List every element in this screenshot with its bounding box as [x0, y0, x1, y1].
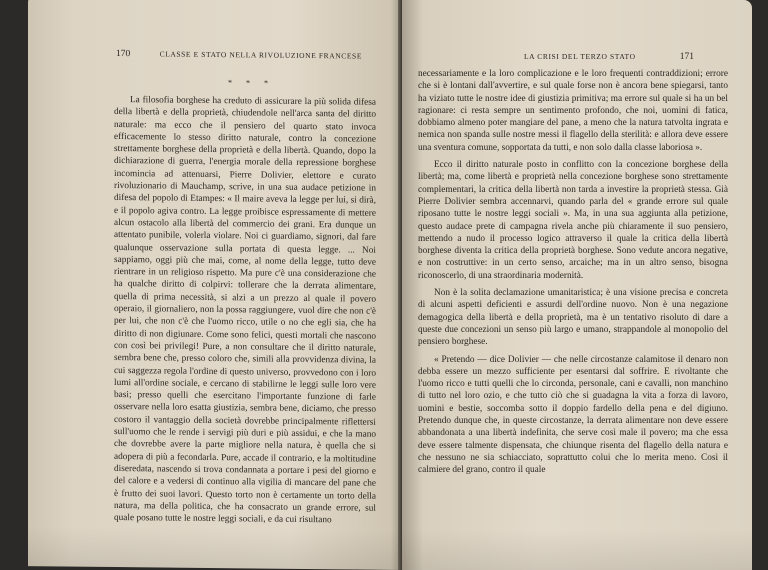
right-page: [402, 0, 752, 570]
left-running-head: CLASSE E STATO NELLA RIVOLUZIONE FRANCESE: [159, 49, 362, 61]
left-paragraph: La filosofia borghese ha creduto di assicurare la più solida difesa della libertà e della proprietà, chiudendole nell'arca santa del diritto naturale: ma ecco che il pensiero del quarto stato invoca efficacemente lo stesso diritto naturale, contro la concezione strettamente borghese della proprietà e della libertà. Quando, dopo la dichiarazione di guerra, l'energia morale della repressione borghese incomincia ad attenuarsi, Pierre Dolivier, elettore e curato rivoluzionario di Mauchamp, scrive, in una sua audace petizione in difesa del popolo di Etampes: « Il maire aveva la legge per lui, si dirà, e il popolo agiva contro. La legge proibisce espressamente di mettere alcun ostacolo alla libertà del commercio dei grani. Era dunque un attentato punibile, volerla violare. Noi ci guardiamo, signori, dal fare qualunque osservazione sulla portata di questa legge. ... Noi sappiamo, oggi più che mai, come, al nome della legge, tutto deve rientrare in un religioso rispetto. Ma pure c'è una considerazione che ha qualche diritto di colpirvi: tollerare che la derrata alimentare, quella di prima necessità, si alzi a un prezzo al quale il povero operaio, il giornaliero, non la possa raggiungere, vuol dire che non c'è per lui, che non c'è che l'uomo ricco, utile o no che egli sia, che ha diritto di non digiunare. Come sono felici, questi mortali che nascono con così bei privilegi! Pure, a non consultare che il diritto naturale, sembra bene che, presso coloro che, simili alla provvidenza divina, la cui saggezza regola l'ordine di questo universo, provvedono con i loro lumi all'ordine sociale, e cercano di stabilirne le leggi sulle loro vere basi; presso quelli che esercitano l'importante funzione di farle osservare nella loro esatta giustizia, sembra bene, diciamo, che presso costoro il vantaggio della società dovrebbe principalmente riflettersi sull'uomo che le rende i servigi più duri e più assidui, e che la mano che dovrebbe avere la parte migliore nella natura, è quella che si adopera di più a fecondarla. Pure, accade il contrario, e la moltitudine diseredata, nascendo si trova condannata a portare i pesi del giorno e del calore e a vedersi di continuo alla vigilia di mancare del pane che è frutto dei suoi lavori. Questo torto non è certamente un torto della natura, ma della politica, che ha consacrato un grande errore, sul quale posano tutte le nostre leggi sociali, e da cui risultano: [114, 95, 376, 526]
right-paragraph: Non è la solita declamazione umanitaristica; è una visione precisa e concreta di alcuni aspetti deficienti e assurdi dell'ordine nuovo. Non è una negazione demagogica della libertà e della proprietà, ma è un tentativo risoluto di dare a queste due concezioni un senso più largo e umano, strappandole al monopolio del pensiero borghese.: [418, 288, 728, 348]
section-separator: * * *: [228, 78, 274, 88]
right-page-number: 171: [679, 52, 694, 62]
left-page-number: 170: [116, 49, 131, 60]
left-page: [28, 0, 402, 570]
right-page-body: [418, 68, 728, 477]
right-running-head: LA CRISI DEL TERZO STATO: [524, 52, 636, 61]
left-page-body: [114, 94, 376, 527]
right-paragraph: Ecco il diritto naturale posto in conflitto con la concezione borghese della libertà; ma, come libertà e proprietà nella concezione borghese sono strettamente complementari, la critica della libertà non tarda a investire la proprietà stessa. Già Pierre Dolivier sembra accennarvi, quando parla del « grande errore sul quale riposano tutte le nostre leggi sociali ». Ma, in una sua aggiunta alla petizione, questo audace prete di campagna rivela anche più chiaramente il suo pensiero, mettendo a nudo il processo logico attraverso il quale la critica della libertà borghese diventa la critica della proprietà borghese. Sono vedute ancora negative, e non costruttive: in un certo senso, arcaiche; ma in un altro senso, bisogna riconoscerlo, di una straordinaria modernità.: [418, 160, 728, 281]
right-paragraph: necessariamente e la loro complicazione e le loro frequenti contraddizioni; errore che si è lontani dall'avvertire, e sul quale forse non è ancora bene spiegarsi, tanto ha viziato tutte le nostre idee di giustizia primitiva; ma errore sul quale si ha un bel ragionare: ci resta sempre un sentimento profondo, che noi, uomini di fatica, dobbiamo almeno poter mangiare del pane, a meno che la natura tatvolta ingrata e nemica non spanda sulle nostre messi il flagello della sterilità: e allora deve essere una sventura comune, sopportata da tutti, e non solo dalla classe laboriosa ».: [418, 69, 728, 153]
right-page-header: [524, 52, 694, 62]
right-paragraph: « Pretendo — dice Dolivier — che nelle circostanze calamitose il denaro non debba essere un mezzo sufficiente per esentarsi dal soffrire. E rivoltante che l'uomo ricco e tutti quelli che lo circonda, personale, cani e cavalli, non manchino di tutto nel loro ozio, e che tutto ciò che si guadagna la vita a forza di lavoro, uomini e bestie, soccomba sotto il doppio fardello della pena e del digiuno. Pretendo dunque che, in queste circostanze, la derrata alimentare non deve essere abbandonata a una libertà indefinita, che serve così male il povero; ma che essa deve essere talmente dispensata, che chiunque risenta del flagello della natura e che nessuno ne sia schiacciato, soprattutto colui che lo merita meno. Così il calmiere del grano, contro il quale: [418, 354, 728, 476]
left-page-header: [116, 49, 362, 62]
